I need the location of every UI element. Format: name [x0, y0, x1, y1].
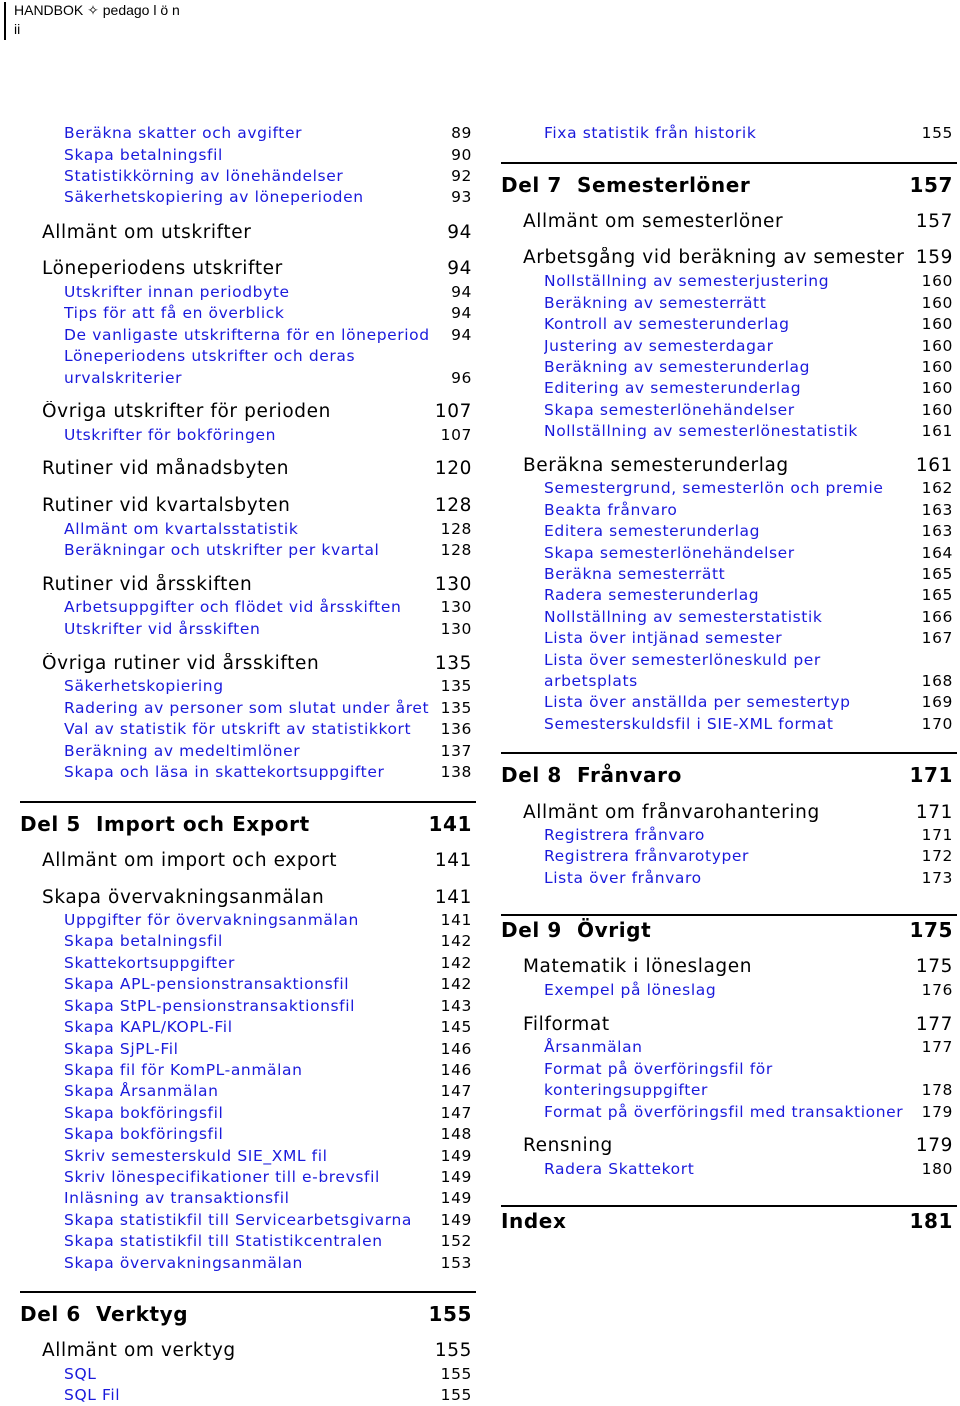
part-number: Del 8 [501, 763, 562, 787]
entry-title: Skriv semesterskuld SIE_XML fil [64, 1147, 328, 1165]
toc-entry-skapa-statistikfil-till-statistikcentral[interactable] [64, 1232, 472, 1252]
page-number: 93 [451, 188, 472, 206]
page-number: 152 [440, 1232, 472, 1250]
toc-entry-inlasning-av-transaktionsfil[interactable] [64, 1189, 472, 1209]
page-number: 141 [428, 812, 472, 836]
page-number: 137 [440, 742, 472, 760]
toc-entry-statistikkorning-av-lonehandelser[interactable] [64, 167, 472, 187]
page-number: 107 [434, 401, 472, 422]
entry-title: Rensning [523, 1135, 613, 1156]
page-number: 94 [447, 258, 472, 279]
header-title: HANDBOK ✧ pedago l ö n [14, 2, 180, 18]
page-number: 138 [440, 763, 472, 781]
page-number: 157 [909, 173, 953, 197]
entry-title: Skapa semesterlönehändelser [544, 401, 795, 419]
entry-title: Beräkna semesterrätt [544, 565, 726, 583]
entry-title: Lista över frånvaro [544, 869, 702, 887]
entry-title: Allmänt om frånvarohantering [523, 802, 820, 823]
toc-entry-sakerhetskopiering-av-loneperioden[interactable] [64, 188, 472, 208]
toc-right-column [480, 0, 960, 1406]
page-number: 160 [921, 337, 953, 355]
entry-title: Skapa APL-pensionstransaktionsfil [64, 975, 350, 993]
page-number: 162 [921, 479, 953, 497]
page-number: 148 [440, 1125, 472, 1143]
page-number: 165 [921, 565, 953, 583]
page-number: 149 [440, 1147, 472, 1165]
page-number: 168 [921, 672, 953, 690]
entry-title: Skapa KAPL/KOPL-Fil [64, 1018, 233, 1036]
entry-title: Format på överföringsfil för [544, 1060, 773, 1078]
page-number: 146 [440, 1061, 472, 1079]
part-title: Verktyg [96, 1302, 189, 1326]
toc-entry-radera-skattekort[interactable] [544, 1160, 953, 1180]
page-number: 163 [921, 501, 953, 519]
entry-title: Editera semesterunderlag [544, 522, 761, 540]
toc-section-allmant-om-franvarohantering[interactable] [523, 802, 953, 826]
toc-entry-nollstallning-av-semesterstatistik[interactable] [544, 608, 953, 628]
page-number: 128 [440, 541, 472, 559]
part-title: Semesterlöner [577, 173, 751, 197]
entry-title: Arbetsgång vid beräkning av semester [523, 247, 905, 268]
entry-title: Skapa bokföringsfil [64, 1125, 224, 1143]
toc-entry-registrera-franvarotyper[interactable] [544, 847, 953, 867]
entry-title: Skapa betalningsfil [64, 146, 223, 164]
entry-title: Allmänt om import och export [42, 850, 338, 871]
part-rule [501, 752, 957, 754]
entry-title: Skapa statistikfil till Servicearbetsgivarna [64, 1211, 413, 1229]
entry-title: Kontroll av semesterunderlag [544, 315, 790, 333]
toc-entry-lista-over-semesterloneskuld-per[interactable] [544, 651, 953, 671]
entry-title: Skapa övervakningsanmälan [64, 1254, 303, 1272]
part-heading-del-9-ovrigt[interactable] [501, 918, 953, 944]
toc-entry-skapa-stpl-pensionstransaktionsfil[interactable] [64, 997, 472, 1017]
page-number: 177 [921, 1038, 953, 1056]
part-rule [501, 1205, 957, 1207]
entry-title: Rutiner vid kvartalsbyten [42, 495, 291, 516]
toc-entry-arsanmalan[interactable] [544, 1038, 953, 1058]
part-title: Övrigt [577, 918, 652, 942]
toc-section-matematik-i-loneslagen[interactable] [523, 956, 953, 980]
toc-entry-lista-over-anstallda-per-semestertyp[interactable] [544, 693, 953, 713]
toc-entry-nollstallning-av-semesterjustering[interactable] [544, 272, 953, 292]
page-number: 147 [440, 1104, 472, 1122]
toc-section-rensning[interactable] [523, 1135, 953, 1159]
toc-entry-skapa-fil-for-kompl-anmalan[interactable] [64, 1061, 472, 1081]
page-number: 179 [921, 1103, 953, 1121]
toc-section-arbetsgang-vid-berakning-av-semester[interactable] [523, 247, 953, 271]
toc-entry-sql-fil[interactable] [64, 1386, 472, 1406]
page-number: 173 [921, 869, 953, 887]
entry-title: Utskrifter innan periodbyte [64, 283, 290, 301]
entry-title: SQL Fil [64, 1386, 121, 1404]
toc-entry-semestergrund-semesterlon-och-premie[interactable] [544, 479, 953, 499]
entry-title: Säkerhetskopiering av löneperioden [64, 188, 364, 206]
entry-title: Beräkna semesterunderlag [523, 455, 789, 476]
toc-section-rutiner-vid-manadsbyten[interactable] [42, 458, 472, 482]
page-number: 96 [451, 369, 472, 387]
toc-section-allmant-om-import-och-export[interactable] [42, 850, 472, 874]
entry-title [501, 763, 682, 787]
toc-entry-tips-for-att-fa-en-overblick[interactable] [64, 304, 472, 324]
toc-entry-val-av-statistik-for-utskrift-av-statist[interactable] [64, 720, 472, 740]
part-number: Del 6 [20, 1302, 81, 1326]
entry-title: Uppgifter för övervakningsanmälan [64, 911, 359, 929]
entry-title: Skapa övervakningsanmälan [42, 887, 325, 908]
page-number: 163 [921, 522, 953, 540]
page-number: 141 [440, 911, 472, 929]
entry-title: Lista över anställda per semestertyp [544, 693, 851, 711]
page-number: 166 [921, 608, 953, 626]
entry-title: Utskrifter för bokföringen [64, 426, 277, 444]
page-number: 153 [440, 1254, 472, 1272]
page-number: 94 [451, 304, 472, 322]
part-heading-del-8-franvaro[interactable] [501, 763, 953, 789]
page-number: 155 [440, 1386, 472, 1404]
toc-entry-utskrifter-vid-arsskiften[interactable] [64, 620, 472, 640]
page-number: 107 [440, 426, 472, 444]
page-number: 165 [921, 586, 953, 604]
page-number: 135 [440, 699, 472, 717]
page-number: 155 [921, 124, 953, 142]
toc-entry-berakning-av-semesterratt[interactable] [544, 294, 953, 314]
toc-entry-radera-semesterunderlag[interactable] [544, 586, 953, 606]
entry-title: Övriga rutiner vid årsskiften [42, 653, 320, 674]
page-number: 172 [921, 847, 953, 865]
entry-title: urvalskriterier [64, 369, 183, 387]
entry-title: Utskrifter vid årsskiften [64, 620, 261, 638]
page-number: 145 [440, 1018, 472, 1036]
page-number: 120 [434, 458, 472, 479]
entry-title: Övriga utskrifter för perioden [42, 401, 331, 422]
page-number: 178 [921, 1081, 953, 1099]
toc-entry-skapa-och-lasa-in-skattekortsuppgifter[interactable] [64, 763, 472, 783]
page-number: 89 [451, 124, 472, 142]
page-number: 143 [440, 997, 472, 1015]
entry-title: Allmänt om utskrifter [42, 222, 252, 243]
toc-entry-kontroll-av-semesterunderlag[interactable] [544, 315, 953, 335]
toc-section-loneperiodens-utskrifter[interactable] [42, 258, 472, 282]
page-number: 149 [440, 1189, 472, 1207]
page-number: 128 [440, 520, 472, 538]
toc-entry-lista-over-franvaro[interactable] [544, 869, 953, 889]
page-number: 90 [451, 146, 472, 164]
entry-title: SQL [64, 1365, 97, 1383]
part-heading-index[interactable] [501, 1209, 953, 1235]
toc-entry-skapa-bokforingsfil[interactable] [64, 1125, 472, 1145]
page-number: 175 [909, 918, 953, 942]
page-number: 147 [440, 1082, 472, 1100]
toc-entry-skapa-arsanmalan[interactable] [64, 1082, 472, 1102]
toc-entry-de-vanligaste-utskrifterna-for-en-lonepe[interactable] [64, 326, 472, 346]
toc-entry-format-pa-overforingsfil-for[interactable] [544, 1060, 953, 1080]
page-number: 160 [921, 294, 953, 312]
entry-title: Skapa statistikfil till Statistikcentralen [64, 1232, 383, 1250]
page-number: 164 [921, 544, 953, 562]
page-number: 135 [440, 677, 472, 695]
entry-title: Beräkning av semesterunderlag [544, 358, 811, 376]
entry-title: Skapa Årsanmälan [64, 1082, 219, 1100]
page-number: 142 [440, 975, 472, 993]
page-number: 179 [915, 1135, 953, 1156]
entry-title: Skapa semesterlönehändelser [544, 544, 795, 562]
page-number: 161 [915, 455, 953, 476]
toc-entry-berakna-skatter-och-avgifter[interactable] [64, 124, 472, 144]
page-number: 142 [440, 932, 472, 950]
entry-title: Registrera frånvaro [544, 826, 706, 844]
page-number: 161 [921, 422, 953, 440]
page-number: 160 [921, 358, 953, 376]
toc-entry-sql[interactable] [64, 1365, 472, 1385]
page-number: 130 [440, 598, 472, 616]
toc-entry-skapa-betalningsfil[interactable] [64, 932, 472, 952]
page-number: 142 [440, 954, 472, 972]
entry-title: De vanligaste utskrifterna för en löneperiod [64, 326, 430, 344]
toc-entry-skapa-kapl-kopl-fil[interactable] [64, 1018, 472, 1038]
toc-entry-skapa-overvakningsanmalan[interactable] [64, 1254, 472, 1274]
entry-title: Index [501, 1209, 567, 1233]
page-number: 180 [921, 1160, 953, 1178]
toc-entry-arbetsuppgifter-och-flodet-vid-arsskifte[interactable] [64, 598, 472, 618]
toc-entry-urvalskriterier[interactable] [64, 369, 472, 389]
page-number: 146 [440, 1040, 472, 1058]
toc-entry-skapa-apl-pensionstransaktionsfil[interactable] [64, 975, 472, 995]
toc-entry-loneperiodens-utskrifter-och-deras[interactable] [64, 347, 472, 367]
page-number: 167 [921, 629, 953, 647]
part-title: Import och Export [96, 812, 310, 836]
toc-entry-berakning-av-semesterunderlag[interactable] [544, 358, 953, 378]
entry-title: Beräkning av semesterrätt [544, 294, 767, 312]
entry-title: Beakta frånvaro [544, 501, 678, 519]
entry-title: Exempel på löneslag [544, 981, 717, 999]
toc-section-berakna-semesterunderlag[interactable] [523, 455, 953, 479]
part-heading-del-7-semesterloner[interactable] [501, 173, 953, 199]
page-number: 160 [921, 272, 953, 290]
entry-title: Skapa bokföringsfil [64, 1104, 224, 1122]
entry-title: Skapa SjPL-Fil [64, 1040, 179, 1058]
page-number: 171 [915, 802, 953, 823]
part-title: Frånvaro [577, 763, 682, 787]
toc-section-skapa-overvakningsanmalan[interactable] [42, 887, 472, 911]
entry-title: Arbetsuppgifter och flödet vid årsskiften [64, 598, 402, 616]
page-number: 157 [915, 211, 953, 232]
part-heading-del-5-import-och-export[interactable] [20, 812, 472, 838]
toc-section-allmant-om-utskrifter[interactable] [42, 222, 472, 246]
entry-title: Beräkningar och utskrifter per kvartal [64, 541, 380, 559]
toc-entry-lista-over-intjanad-semester[interactable] [544, 629, 953, 649]
page-number: 171 [921, 826, 953, 844]
entry-title: Allmänt om semesterlöner [523, 211, 784, 232]
entry-title: Skapa fil för KomPL-anmälan [64, 1061, 303, 1079]
toc-section-allmant-om-verktyg[interactable] [42, 1340, 472, 1364]
page-number: 175 [915, 956, 953, 977]
page-number: 155 [440, 1365, 472, 1383]
entry-title: Radera semesterunderlag [544, 586, 760, 604]
page-number: 160 [921, 379, 953, 397]
entry-title: Inläsning av transaktionsfil [64, 1189, 290, 1207]
toc-entry-berakning-av-medeltimloner[interactable] [64, 742, 472, 762]
part-number: Del 5 [20, 812, 81, 836]
entry-title: arbetsplats [544, 672, 638, 690]
toc-entry-semesterskuldsfil-i-sie-xml-format[interactable] [544, 715, 953, 735]
header-page-number: ii [14, 21, 21, 37]
toc-entry-skapa-betalningsfil[interactable] [64, 146, 472, 166]
page-number: 149 [440, 1168, 472, 1186]
entry-title: Val av statistik för utskrift av statistikkort [64, 720, 412, 738]
entry-title: Allmänt om kvartalsstatistik [64, 520, 299, 538]
page-number: 160 [921, 315, 953, 333]
page-number: 155 [434, 1340, 472, 1361]
entry-title: Lista över intjänad semester [544, 629, 783, 647]
toc-entry-sakerhetskopiering[interactable] [64, 677, 472, 697]
toc-entry-skriv-lonespecifikationer-till-e-brevsfi[interactable] [64, 1168, 472, 1188]
entry-title: Format på överföringsfil med transaktioner [544, 1103, 904, 1121]
page-number: 176 [921, 981, 953, 999]
entry-title: Skapa betalningsfil [64, 932, 223, 950]
page-number: 169 [921, 693, 953, 711]
toc-entry-allmant-om-kvartalsstatistik[interactable] [64, 520, 472, 540]
toc-entry-skapa-bokforingsfil[interactable] [64, 1104, 472, 1124]
entry-title: Semestergrund, semesterlön och premie [544, 479, 884, 497]
toc-entry-skapa-sjpl-fil[interactable] [64, 1040, 472, 1060]
entry-title: Rutiner vid årsskiften [42, 574, 253, 595]
part-number: Del 9 [501, 918, 562, 942]
toc-entry-uppgifter-for-overvakningsanmalan[interactable] [64, 911, 472, 931]
toc-entry-skapa-semesterlonehandelser[interactable] [544, 544, 953, 564]
toc-entry-fixa-statistik-fran-historik[interactable] [544, 124, 953, 144]
toc-entry-editering-av-semesterunderlag[interactable] [544, 379, 953, 399]
toc-entry-justering-av-semesterdagar[interactable] [544, 337, 953, 357]
page-number: 135 [434, 653, 472, 674]
page-number: 181 [909, 1209, 953, 1233]
toc-entry-utskrifter-for-bokforingen[interactable] [64, 426, 472, 446]
toc-entry-skattekortsuppgifter[interactable] [64, 954, 472, 974]
toc-entry-registrera-franvaro[interactable] [544, 826, 953, 846]
page-number: 130 [440, 620, 472, 638]
entry-title [501, 918, 651, 942]
toc-entry-format-pa-overforingsfil-med-transaktion[interactable] [544, 1103, 953, 1123]
entry-title: Allmänt om verktyg [42, 1340, 236, 1361]
entry-title: Skapa StPL-pensionstransaktionsfil [64, 997, 356, 1015]
entry-title: Statistikkörning av lönehändelser [64, 167, 344, 185]
toc-section-allmant-om-semesterloner[interactable] [523, 211, 953, 235]
toc-entry-arbetsplats[interactable] [544, 672, 953, 692]
entry-title [20, 812, 310, 836]
toc-entry-skapa-semesterlonehandelser[interactable] [544, 401, 953, 421]
page-number: 160 [921, 401, 953, 419]
page-number: 94 [451, 283, 472, 301]
toc-entry-konteringsuppgifter[interactable] [544, 1081, 953, 1101]
part-rule [20, 1291, 476, 1293]
page-number: 177 [915, 1014, 953, 1035]
entry-title: Beräkna skatter och avgifter [64, 124, 303, 142]
page-number: 136 [440, 720, 472, 738]
page-number: 94 [451, 326, 472, 344]
entry-title [501, 173, 750, 197]
part-rule [501, 914, 957, 916]
toc-section-rutiner-vid-kvartalsbyten[interactable] [42, 495, 472, 519]
page-number: 128 [434, 495, 472, 516]
page-number: 92 [451, 167, 472, 185]
entry-title: Skriv lönespecifikationer till e-brevsfil [64, 1168, 380, 1186]
toc-entry-editera-semesterunderlag[interactable] [544, 522, 953, 542]
toc-entry-utskrifter-innan-periodbyte[interactable] [64, 283, 472, 303]
page-number: 141 [434, 887, 472, 908]
entry-title: Lista över semesterlöneskuld per [544, 651, 821, 669]
page-number: 141 [434, 850, 472, 871]
entry-title: Skapa och läsa in skattekortsuppgifter [64, 763, 385, 781]
toc-entry-berakna-semesterratt[interactable] [544, 565, 953, 585]
entry-title: Justering av semesterdagar [544, 337, 774, 355]
toc-entry-skapa-statistikfil-till-servicearbetsgiv[interactable] [64, 1211, 472, 1231]
toc-entry-exempel-pa-loneslag[interactable] [544, 981, 953, 1001]
entry-title: Säkerhetskopiering [64, 677, 224, 695]
entry-title: Fixa statistik från historik [544, 124, 757, 142]
entry-title: Registrera frånvarotyper [544, 847, 750, 865]
page-number: 159 [915, 247, 953, 268]
entry-title: Radera Skattekort [544, 1160, 695, 1178]
toc-entry-beakta-franvaro[interactable] [544, 501, 953, 521]
entry-title: Rutiner vid månadsbyten [42, 458, 290, 479]
toc-entry-berakningar-och-utskrifter-per-kvartal[interactable] [64, 541, 472, 561]
toc-section-ovriga-utskrifter-for-perioden[interactable] [42, 401, 472, 425]
part-number: Del 7 [501, 173, 562, 197]
entry-title: Löneperiodens utskrifter [42, 258, 283, 279]
entry-title: Radering av personer som slutat under året [64, 699, 430, 717]
toc-entry-radering-av-personer-som-slutat-under-ar[interactable] [64, 699, 472, 719]
toc-section-rutiner-vid-arsskiften[interactable] [42, 574, 472, 598]
entry-title: Editering av semesterunderlag [544, 379, 802, 397]
page-number: 94 [447, 222, 472, 243]
entry-title: Matematik i löneslagen [523, 956, 753, 977]
page-number: 170 [921, 715, 953, 733]
part-heading-del-6-verktyg[interactable] [20, 1302, 472, 1328]
entry-title: Nollställning av semesterstatistik [544, 608, 823, 626]
entry-title: konteringsuppgifter [544, 1081, 708, 1099]
page-number: 130 [434, 574, 472, 595]
toc-entry-nollstallning-av-semesterlonestatistik[interactable] [544, 422, 953, 442]
toc-entry-skriv-semesterskuld-sie-xml-fil[interactable] [64, 1147, 472, 1167]
entry-title [20, 1302, 188, 1326]
toc-section-ovriga-rutiner-vid-arsskiften[interactable] [42, 653, 472, 677]
part-rule [20, 801, 476, 803]
entry-title: Semesterskuldsfil i SIE-XML format [544, 715, 834, 733]
page-number: 171 [909, 763, 953, 787]
page-number: 155 [428, 1302, 472, 1326]
toc-section-filformat[interactable] [523, 1014, 953, 1038]
entry-title: Nollställning av semesterlönestatistik [544, 422, 858, 440]
page-number: 149 [440, 1211, 472, 1229]
entry-title: Årsanmälan [544, 1038, 643, 1056]
entry-title: Nollställning av semesterjustering [544, 272, 830, 290]
part-rule [501, 162, 957, 164]
entry-title: Löneperiodens utskrifter och deras [64, 347, 356, 365]
entry-title: Beräkning av medeltimlöner [64, 742, 301, 760]
entry-title: Filformat [523, 1014, 610, 1035]
entry-title: Skattekortsuppgifter [64, 954, 235, 972]
entry-title: Tips för att få en överblick [64, 304, 285, 322]
